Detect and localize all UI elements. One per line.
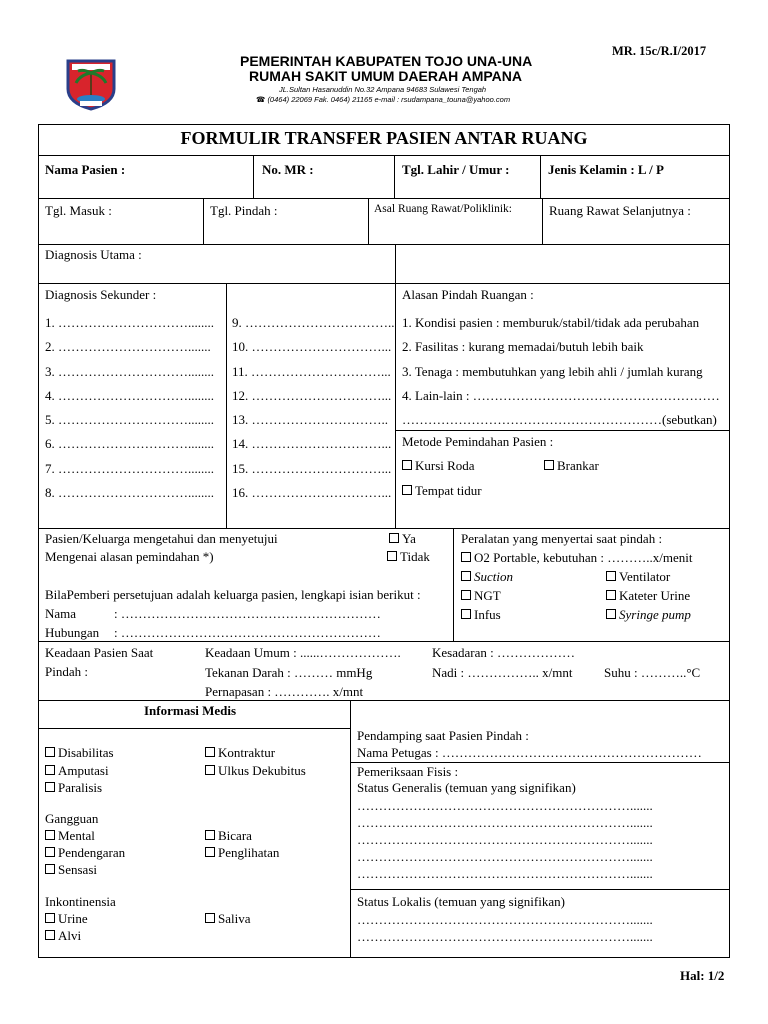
saliva-option[interactable]	[205, 911, 251, 927]
keadaan-umum-field[interactable]: Keadaan Umum : ......……………….	[205, 645, 401, 660]
nadi-field[interactable]: Nadi : …………….. x/mnt	[432, 665, 573, 680]
nama-keluarga-field[interactable]: : ……………………………………………………	[114, 606, 381, 621]
page-number: Hal: 1/2	[680, 968, 725, 983]
disabilitas-label: Disabilitas	[58, 745, 114, 760]
urine-option[interactable]	[45, 911, 88, 927]
ngt-option[interactable]	[461, 588, 501, 604]
checkbox-icon[interactable]	[402, 485, 412, 495]
checkbox-icon[interactable]	[606, 571, 616, 581]
diagnosis-item[interactable]: 13. …………………………..	[232, 412, 388, 428]
checkbox-icon[interactable]	[45, 913, 55, 923]
sensasi-option[interactable]	[45, 862, 97, 878]
ulkus-label: Ulkus Dekubitus	[218, 763, 306, 778]
diagnosis-item[interactable]: 10. …………………………...	[232, 339, 392, 355]
kateter-option[interactable]	[606, 588, 690, 604]
persetujuan-line3: BilaPemberi persetujuan adalah keluarga pasien, lengkapi isian berikut :	[45, 587, 421, 602]
generalis-line[interactable]: ……………………………………………………….......	[357, 849, 653, 864]
diagnosis-item[interactable]: 15. …………………………...	[232, 460, 392, 476]
syringe-option[interactable]	[606, 607, 691, 623]
diagnosis-item[interactable]: 3. …………………………........	[45, 363, 214, 379]
alasan-item[interactable]: 4. Lain-lain : …………………………………………………	[402, 387, 720, 403]
tempat-tidur-label: Tempat tidur	[415, 483, 482, 498]
alvi-option[interactable]	[45, 928, 81, 944]
checkbox-icon[interactable]	[205, 765, 215, 775]
suction-option[interactable]	[461, 569, 513, 585]
alasan-item[interactable]: 1. Kondisi pasien : memburuk/stabil/tidak ada perubahan	[402, 315, 700, 330]
pendengaran-label: Pendengaran	[58, 845, 126, 860]
checkbox-icon[interactable]	[45, 864, 55, 874]
checkbox-icon[interactable]	[45, 782, 55, 792]
diagnosis-item[interactable]: 4. …………………………........	[45, 387, 214, 403]
diagnosis-item[interactable]: 6. …………………………........	[45, 436, 214, 452]
ulkus-option[interactable]	[205, 763, 306, 779]
penglihatan-option[interactable]	[205, 845, 279, 861]
diagnosis-left-list	[45, 311, 214, 505]
bicara-option[interactable]	[205, 828, 252, 844]
checkbox-icon[interactable]	[461, 590, 471, 600]
nama-petugas-field[interactable]: Nama Petugas : ……………………………………………………	[357, 745, 702, 760]
pendamping-label: Pendamping saat Pasien Pindah :	[357, 728, 529, 743]
lokalis-line[interactable]: ……………………………………………………….......	[357, 929, 653, 944]
diagnosis-item[interactable]: 16. …………………………...	[232, 485, 392, 501]
persetujuan-line1: Pasien/Keluarga mengetahui dan menyetujui	[45, 531, 278, 546]
checkbox-icon[interactable]	[461, 609, 471, 619]
checkbox-icon[interactable]	[45, 847, 55, 857]
hubungan-field[interactable]: : ……………………………………………………	[114, 625, 381, 640]
kursi-roda-option[interactable]	[402, 458, 475, 474]
alasan-list	[402, 311, 720, 432]
lokalis-lines	[357, 911, 653, 945]
o2-option[interactable]	[461, 550, 692, 566]
diagnosis-item[interactable]: 11. …………………………...	[232, 363, 391, 379]
mental-option[interactable]	[45, 828, 95, 844]
nama-keluarga-label: Nama	[45, 606, 77, 621]
checkbox-icon[interactable]	[544, 460, 554, 470]
generalis-line[interactable]: ……………………………………………………….......	[357, 866, 653, 881]
metode-label: Metode Pemindahan Pasien :	[402, 434, 554, 449]
ruang-selanjutnya-label[interactable]: Ruang Rawat Selanjutnya :	[549, 203, 691, 218]
diagnosis-item[interactable]: 7. …………………………........	[45, 460, 214, 476]
diagnosis-item[interactable]: 2. ………………………….......	[45, 339, 211, 355]
persetujuan-line2: Mengenai alasan pemindahan *)	[45, 549, 214, 564]
status-lokalis-label: Status Lokalis (temuan yang signifikan)	[357, 894, 565, 909]
pendengaran-option[interactable]	[45, 845, 125, 861]
no-mr-label[interactable]: No. MR :	[262, 162, 314, 177]
checkbox-icon[interactable]	[402, 460, 412, 470]
brankar-option[interactable]	[544, 458, 599, 474]
alvi-label: Alvi	[58, 928, 82, 943]
kateter-label: Kateter Urine	[619, 588, 691, 603]
nama-pasien-label[interactable]: Nama Pasien :	[45, 162, 126, 177]
generalis-line[interactable]: ……………………………………………………….......	[357, 798, 653, 813]
informasi-medis-header: Informasi Medis	[144, 703, 237, 718]
paralisis-option[interactable]	[45, 780, 102, 796]
tgl-masuk-label[interactable]: Tgl. Masuk :	[45, 203, 112, 218]
tekanan-darah-field[interactable]: Tekanan Darah : ……… mmHg	[205, 665, 373, 680]
diagnosis-item[interactable]: 8. …………………………........	[45, 485, 214, 501]
diagnosis-item[interactable]: 14. …………………………...	[232, 436, 392, 452]
generalis-lines	[357, 797, 653, 882]
alasan-item[interactable]: 2. Fasilitas : kurang memadai/butuh lebih baik	[402, 339, 644, 355]
ya-label: Ya	[402, 531, 416, 546]
diagnosis-utama-label[interactable]: Diagnosis Utama :	[45, 247, 142, 262]
mental-label: Mental	[58, 828, 95, 843]
checkbox-icon[interactable]	[461, 552, 471, 562]
amputasi-label: Amputasi	[58, 763, 109, 778]
checkbox-icon[interactable]	[45, 830, 55, 840]
tidak-option[interactable]	[387, 549, 430, 565]
hospital-line: RUMAH SAKIT UMUM DAERAH AMPANA	[249, 68, 522, 84]
amputasi-option[interactable]	[45, 763, 109, 779]
hubungan-label: Hubungan	[45, 625, 100, 640]
form-title: FORMULIR TRANSFER PASIEN ANTAR RUANG	[180, 128, 588, 148]
address-line: JL.Sultan Hasanuddin No.32 Ampana 94683 Sulawesi Tengah	[279, 85, 487, 94]
checkbox-icon[interactable]	[205, 830, 215, 840]
tempat-tidur-option[interactable]	[402, 483, 482, 499]
infus-option[interactable]	[461, 607, 501, 623]
ventilator-option[interactable]	[606, 569, 670, 585]
hospital-logo	[62, 55, 120, 111]
kesadaran-field[interactable]: Kesadaran : ………………	[432, 645, 575, 660]
diagnosis-sekunder-label: Diagnosis Sekunder :	[45, 287, 157, 302]
ventilator-label: Ventilator	[619, 569, 671, 584]
tidak-label: Tidak	[400, 549, 430, 564]
suction-label: Suction	[474, 569, 513, 584]
contact-text: (0464) 22069 Fak. 0464) 21165 e-mail : rsudampana_touna@yahoo.com	[267, 95, 511, 104]
status-generalis-label: Status Generalis (temuan yang signifikan)	[357, 780, 576, 795]
sensasi-label: Sensasi	[58, 862, 97, 877]
peralatan-label: Peralatan yang menyertai saat pindah :	[461, 531, 663, 546]
syringe-label: Syringe pump	[619, 607, 691, 622]
diagnosis-right-list	[232, 311, 395, 505]
bicara-label: Bicara	[218, 828, 252, 843]
phone-icon: ☎	[256, 95, 266, 104]
asal-ruang-label[interactable]: Asal Ruang Rawat/Poliklinik:	[374, 203, 512, 215]
tgl-pindah-label[interactable]: Tgl. Pindah :	[210, 203, 278, 218]
checkbox-icon[interactable]	[205, 847, 215, 857]
lokalis-line[interactable]: ……………………………………………………….......	[357, 912, 653, 927]
checkbox-icon[interactable]	[45, 765, 55, 775]
checkbox-icon[interactable]	[45, 930, 55, 940]
suhu-field[interactable]: Suhu : ………..°C	[604, 665, 701, 680]
inkontinensia-label: Inkontinensia	[45, 894, 116, 909]
diagnosis-item[interactable]: 12. …………………………...	[232, 387, 392, 403]
checkbox-icon[interactable]	[461, 571, 471, 581]
penglihatan-label: Penglihatan	[218, 845, 280, 860]
diagnosis-item[interactable]: 1. …………………………........	[45, 315, 214, 330]
form-code: MR. 15c/R.I/2017	[612, 44, 707, 58]
tgl-lahir-label[interactable]: Tgl. Lahir / Umur :	[402, 162, 510, 177]
saliva-label: Saliva	[218, 911, 251, 926]
gov-line: PEMERINTAH KABUPATEN TOJO UNA-UNA	[240, 53, 533, 69]
kontraktur-label: Kontraktur	[218, 745, 276, 760]
checkbox-icon[interactable]	[606, 590, 616, 600]
o2-label: O2 Portable, kebutuhan : ………..x/menit	[474, 550, 693, 565]
generalis-line[interactable]: ……………………………………………………….......	[357, 832, 653, 847]
keadaan-label-2: Pindah :	[45, 664, 88, 679]
checkbox-icon[interactable]	[205, 913, 215, 923]
checkbox-icon[interactable]	[205, 747, 215, 757]
infus-label: Infus	[474, 607, 501, 622]
checkbox-icon[interactable]	[45, 747, 55, 757]
checkbox-icon[interactable]	[606, 609, 616, 619]
jenis-kelamin-label[interactable]: Jenis Kelamin : L / P	[548, 162, 664, 177]
ngt-label: NGT	[474, 588, 501, 603]
contact-line	[256, 95, 510, 104]
alasan-item[interactable]: 3. Tenaga : membutuhkan yang lebih ahli / jumlah kurang	[402, 363, 703, 379]
diagnosis-item[interactable]: 9. ……………………………..	[232, 315, 395, 330]
generalis-line[interactable]: ……………………………………………………….......	[357, 815, 653, 830]
diagnosis-item[interactable]: 5. …………………………........	[45, 412, 214, 428]
kursi-roda-label: Kursi Roda	[415, 458, 475, 473]
kontraktur-option[interactable]	[205, 745, 275, 761]
pemeriksaan-label: Pemeriksaan Fisis :	[357, 764, 459, 779]
pernapasan-field[interactable]: Pernapasan : …………. x/mnt	[205, 684, 364, 699]
checkbox-icon[interactable]	[389, 533, 399, 543]
brankar-label: Brankar	[557, 458, 599, 473]
disabilitas-option[interactable]	[45, 745, 114, 761]
alasan-label: Alasan Pindah Ruangan :	[402, 287, 534, 302]
paralisis-label: Paralisis	[58, 780, 103, 795]
checkbox-icon[interactable]	[387, 551, 397, 561]
keadaan-label-1: Keadaan Pasien Saat	[45, 645, 154, 660]
ya-option[interactable]	[389, 531, 416, 547]
urine-label: Urine	[58, 911, 88, 926]
gangguan-label: Gangguan	[45, 811, 99, 826]
alasan-item[interactable]: ……………………………………………………(sebutkan)	[402, 412, 717, 428]
